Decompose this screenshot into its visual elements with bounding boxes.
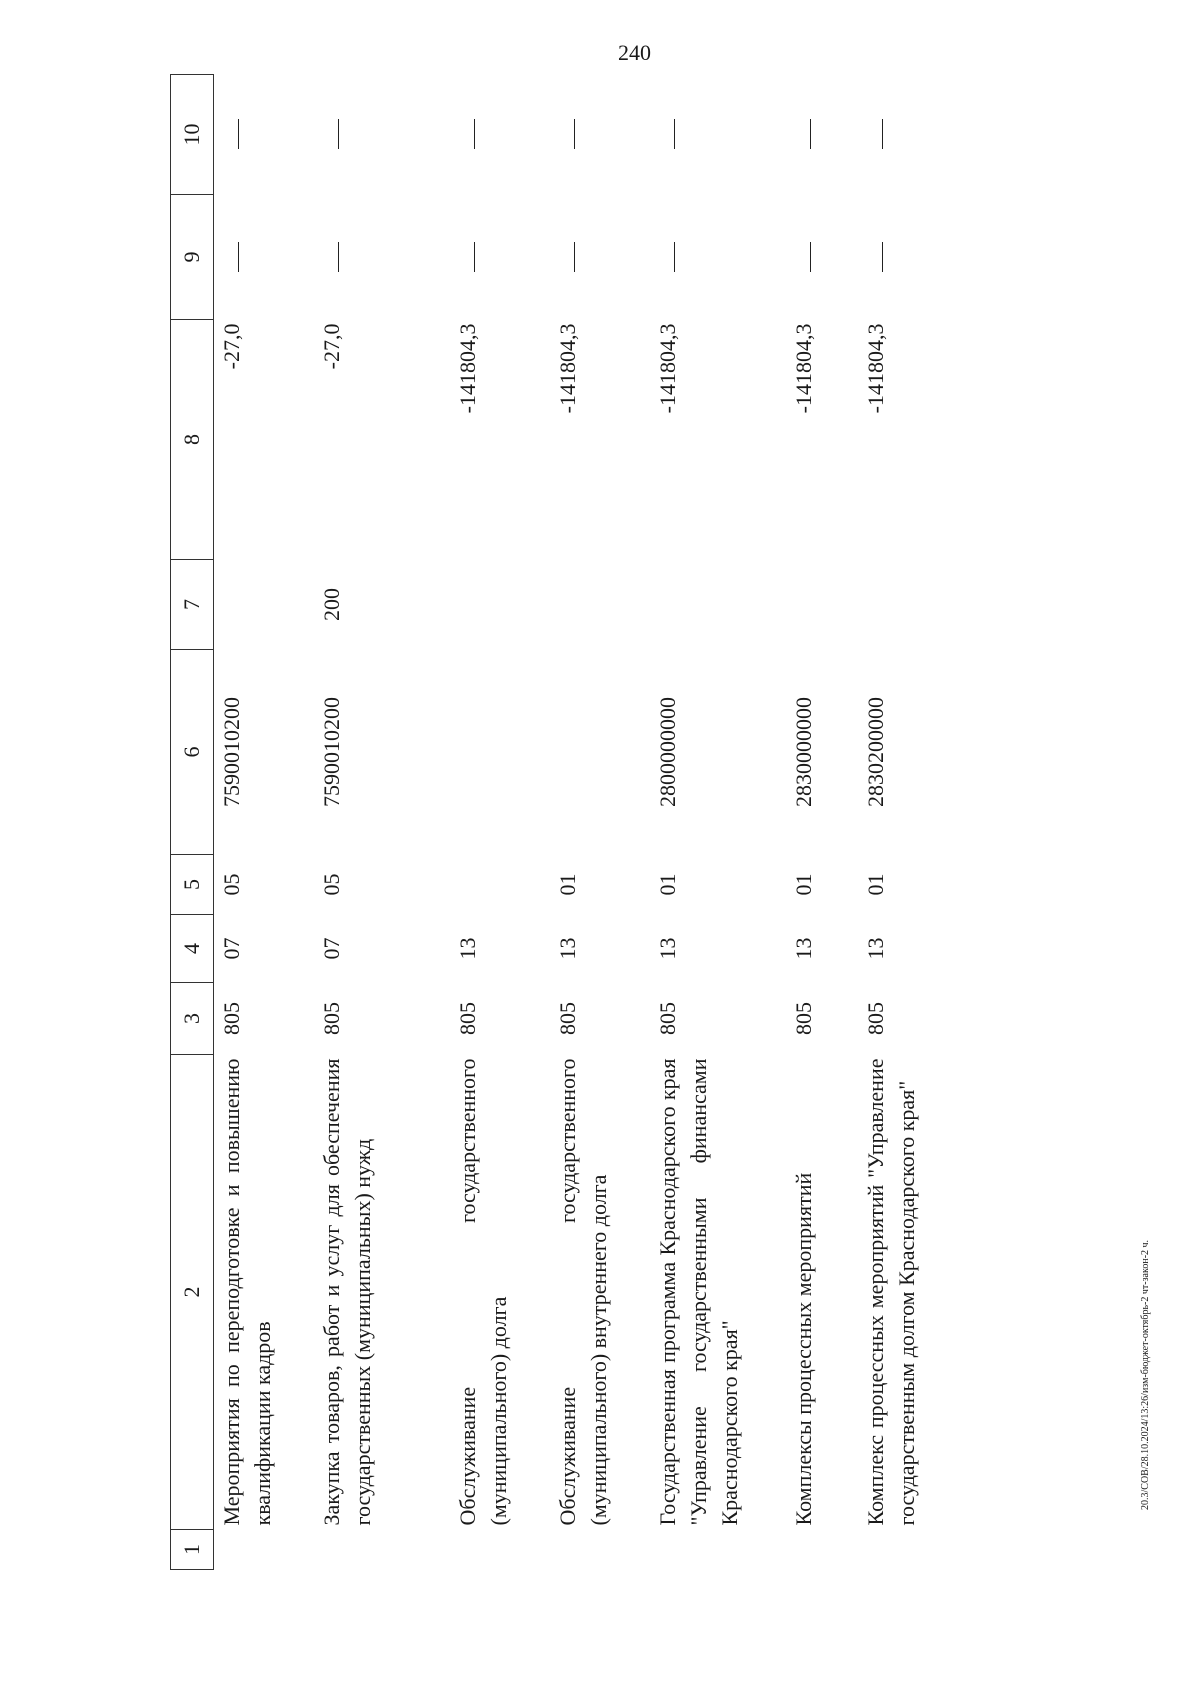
cell-col-7 <box>858 560 980 650</box>
dash-mark <box>574 120 575 150</box>
cell-col-5: 01 <box>791 873 816 896</box>
header-col-6: 6 <box>171 650 214 855</box>
row-name: Комплексы процессных мероприятий <box>791 1172 816 1526</box>
cell-col-9 <box>214 195 315 320</box>
row-name: Обслуживание государственного (муниципального) долга <box>455 1058 511 1526</box>
header-col-7: 7 <box>171 560 214 650</box>
cell-col-8: -27,0 <box>219 323 244 370</box>
row-name: Комплекс процессных мероприятий "Управление государственным долгом Краснодарского края" <box>863 1058 919 1526</box>
cell-col-4: 07 <box>319 937 344 960</box>
budget-table <box>170 74 980 1570</box>
row-name: Обслуживание государственного (муниципального) внутреннего долга <box>555 1058 611 1526</box>
dash-mark <box>338 120 339 150</box>
cell-col-5: 01 <box>863 873 888 896</box>
table-row <box>858 75 980 1570</box>
header-col-8: 8 <box>171 320 214 560</box>
cell-col-9 <box>858 195 980 320</box>
cell-col-7 <box>450 560 550 650</box>
cell-col-4: 13 <box>555 937 580 960</box>
header-col-5: 5 <box>171 855 214 915</box>
cell-col-8: -141804,3 <box>655 323 680 414</box>
dash-mark <box>882 242 883 272</box>
row-name: Мероприятия по переподготовке и повышению квалификации кадров <box>219 1058 275 1526</box>
cell-col-3: 805 <box>319 1002 344 1035</box>
header-col-2: 2 <box>171 1055 214 1530</box>
cell-col-7: 200 <box>319 588 344 621</box>
cell-col-1 <box>450 1530 550 1570</box>
cell-col-6 <box>550 650 650 855</box>
cell-col-4: 13 <box>863 937 888 960</box>
cell-col-1 <box>550 1530 650 1570</box>
cell-col-10 <box>858 75 980 195</box>
cell-col-8: -141804,3 <box>791 323 816 414</box>
cell-col-7 <box>786 560 858 650</box>
dash-mark <box>810 120 811 150</box>
cell-col-9 <box>650 195 786 320</box>
table-row <box>450 75 550 1570</box>
table-row <box>550 75 650 1570</box>
cell-col-10 <box>550 75 650 195</box>
header-col-1: 1 <box>171 1530 214 1570</box>
table-row <box>214 75 315 1570</box>
header-col-3: 3 <box>171 983 214 1055</box>
cell-col-6: 2830000000 <box>791 697 816 807</box>
cell-col-1 <box>214 1530 315 1570</box>
table-row <box>650 75 786 1570</box>
dash-mark <box>338 242 339 272</box>
budget-table-rotated <box>170 75 1200 1570</box>
cell-col-3: 805 <box>555 1002 580 1035</box>
cell-col-8: -141804,3 <box>555 323 580 414</box>
header-row <box>171 75 214 1570</box>
cell-col-6 <box>450 650 550 855</box>
cell-col-1 <box>786 1530 858 1570</box>
cell-col-1 <box>858 1530 980 1570</box>
cell-col-10 <box>314 75 450 195</box>
header-col-4: 4 <box>171 915 214 983</box>
cell-col-6: 2800000000 <box>655 697 680 807</box>
row-name: Государственная программа Краснодарского края "Управление государственными финансами Краснодарского края" <box>655 1058 742 1526</box>
cell-col-6: 2830200000 <box>863 697 888 807</box>
cell-col-7 <box>650 560 786 650</box>
cell-col-4: 13 <box>791 937 816 960</box>
cell-col-1 <box>314 1530 450 1570</box>
cell-col-6: 7590010200 <box>319 697 344 807</box>
dash-mark <box>674 242 675 272</box>
cell-col-9 <box>450 195 550 320</box>
cell-col-6: 7590010200 <box>219 697 244 807</box>
cell-col-10 <box>214 75 315 195</box>
cell-col-1 <box>650 1530 786 1570</box>
dash-mark <box>674 120 675 150</box>
cell-col-8: -27,0 <box>319 323 344 370</box>
cell-col-3: 805 <box>791 1002 816 1035</box>
dash-mark <box>238 120 239 150</box>
table-row <box>314 75 450 1570</box>
cell-col-7 <box>214 560 315 650</box>
cell-col-5: 01 <box>555 873 580 896</box>
footer-code: 20.3/СОВ/28.10.2024/13:26/изм-бюджет-октябрь-2 чт-закон-2 ч. <box>1140 1239 1151 1510</box>
cell-col-3: 805 <box>655 1002 680 1035</box>
cell-col-10 <box>450 75 550 195</box>
dash-mark <box>238 242 239 272</box>
cell-col-4: 13 <box>455 937 480 960</box>
cell-col-10 <box>786 75 858 195</box>
header-col-10: 10 <box>171 75 214 195</box>
cell-col-9 <box>550 195 650 320</box>
cell-col-4: 13 <box>655 937 680 960</box>
dash-mark <box>882 120 883 150</box>
cell-col-8: -141804,3 <box>863 323 888 414</box>
cell-col-8: -141804,3 <box>455 323 480 414</box>
dash-mark <box>574 242 575 272</box>
header-col-9: 9 <box>171 195 214 320</box>
cell-col-9 <box>314 195 450 320</box>
dash-mark <box>474 242 475 272</box>
cell-col-3: 805 <box>219 1002 244 1035</box>
cell-col-5: 05 <box>219 873 244 896</box>
cell-col-3: 805 <box>863 1002 888 1035</box>
dash-mark <box>810 242 811 272</box>
cell-col-5: 01 <box>655 873 680 896</box>
cell-col-5: 05 <box>319 873 344 896</box>
cell-col-4: 07 <box>219 937 244 960</box>
cell-col-7 <box>550 560 650 650</box>
cell-col-9 <box>786 195 858 320</box>
cell-col-5 <box>450 855 550 915</box>
table-row <box>786 75 858 1570</box>
cell-col-3: 805 <box>455 1002 480 1035</box>
row-name: Закупка товаров, работ и услуг для обеспечения государственных (муниципальных) нужд <box>319 1058 375 1526</box>
page-number: 240 <box>618 40 651 65</box>
dash-mark <box>474 120 475 150</box>
cell-col-10 <box>650 75 786 195</box>
